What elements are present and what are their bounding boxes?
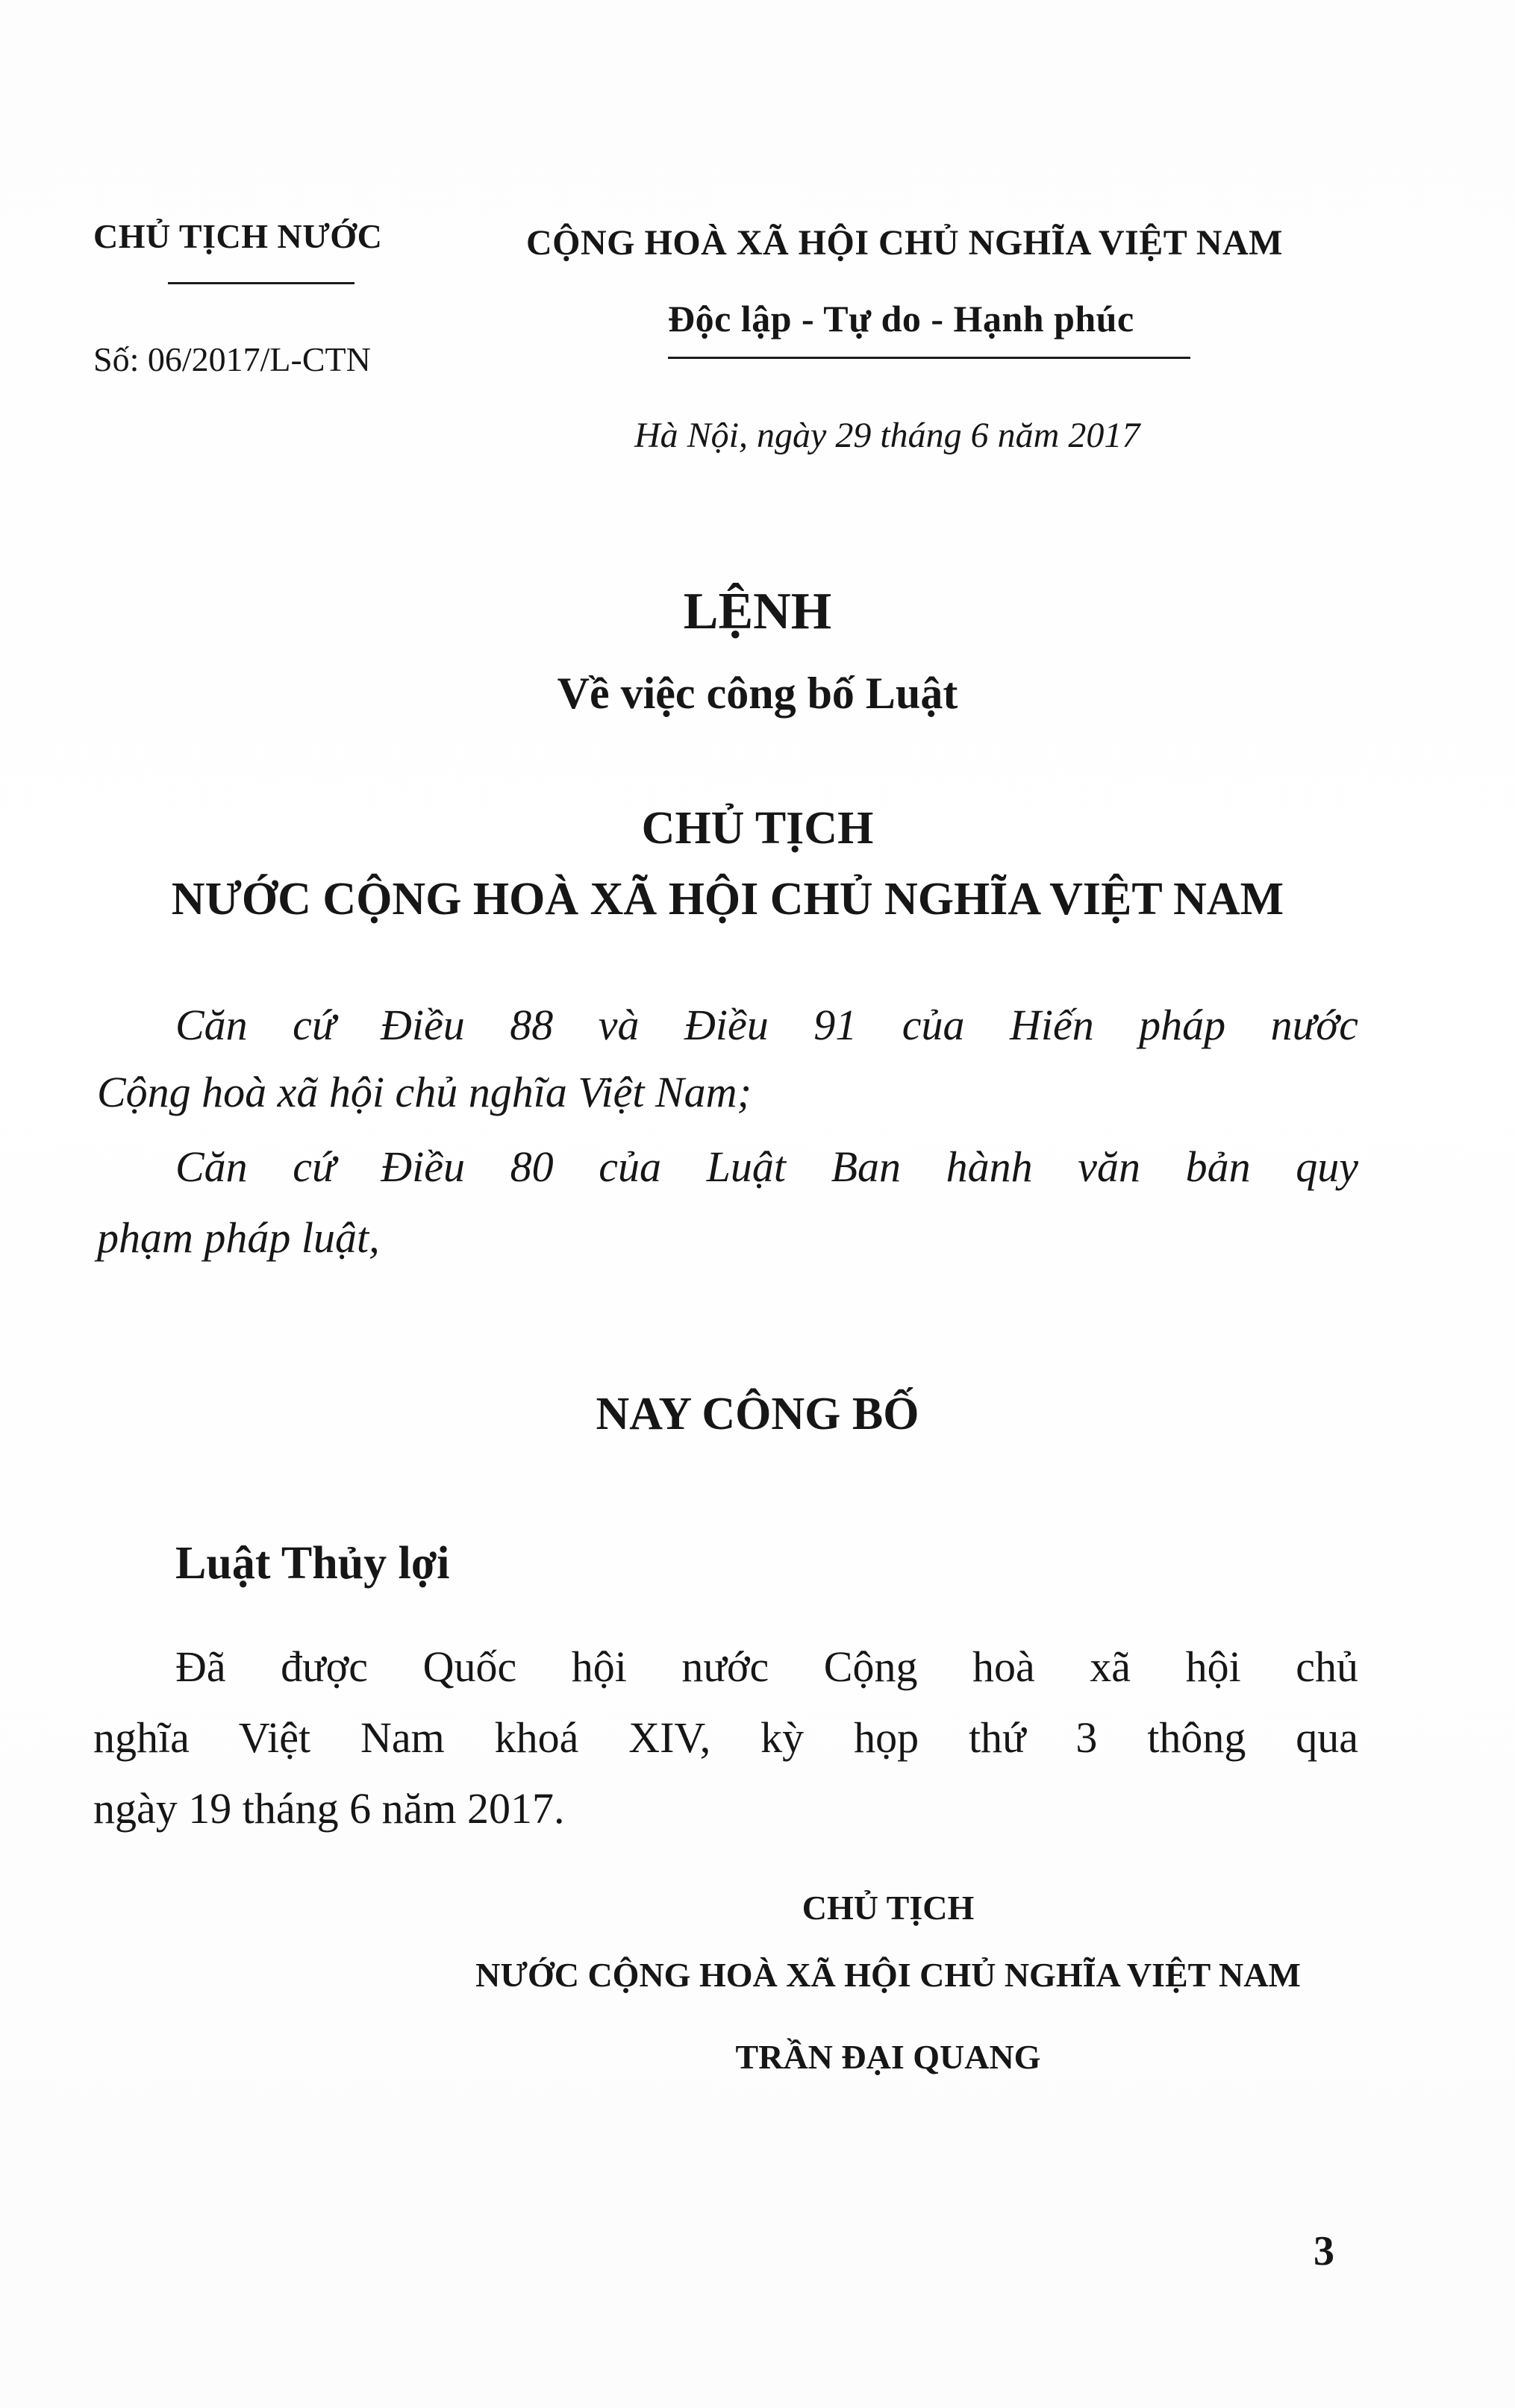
page-number: 3 (1313, 2228, 1334, 2274)
passage-line3: ngày 19 tháng 6 năm 2017. (93, 1784, 565, 1833)
passage-line1: Đã được Quốc hội nước Cộng hoà xã hội chủ (175, 1642, 1358, 1691)
signatory-name: TRẦN ĐẠI QUANG (735, 2038, 1041, 2076)
signature-title: CHỦ TỊCH (802, 1889, 975, 1927)
legal-basis-1-line1: Căn cứ Điều 88 và Điều 91 của Hiến pháp nước (175, 1001, 1358, 1049)
document-title: LỆNH (683, 583, 832, 640)
national-motto: Độc lập - Tự do - Hạnh phúc (668, 298, 1134, 340)
country-name-header: CỘNG HOÀ XÃ HỘI CHỦ NGHĨA VIỆT NAM (526, 223, 1283, 263)
authority-country: NƯỚC CỘNG HOÀ XÃ HỘI CHỦ NGHĨA VIỆT NAM (171, 874, 1284, 925)
signature-country: NƯỚC CỘNG HOÀ XÃ HỘI CHỦ NGHĨA VIỆT NAM (475, 1956, 1301, 1994)
authority-title: CHỦ TỊCH (641, 803, 874, 854)
place-and-date: Hà Nội, ngày 29 tháng 6 năm 2017 (634, 416, 1140, 455)
legal-basis-1-line2: Cộng hoà xã hội chủ nghĩa Việt Nam; (97, 1068, 752, 1116)
document-subject: Về việc công bố Luật (557, 669, 958, 718)
issuing-authority: CHỦ TỊCH NƯỚC (93, 217, 383, 255)
proclamation-heading: NAY CÔNG BỐ (596, 1389, 919, 1439)
legal-basis-2-line2: phạm pháp luật, (97, 1213, 380, 1262)
document-number: Số: 06/2017/L-CTN (93, 340, 371, 378)
passage-line2: nghĩa Việt Nam khoá XIV, kỳ họp thứ 3 thông qua (93, 1713, 1358, 1762)
legal-basis-2-line1: Căn cứ Điều 80 của Luật Ban hành văn bản quy (175, 1142, 1358, 1191)
header-left-divider (168, 282, 354, 284)
law-name: Luật Thủy lợi (175, 1538, 450, 1589)
header-right-divider (668, 357, 1190, 359)
